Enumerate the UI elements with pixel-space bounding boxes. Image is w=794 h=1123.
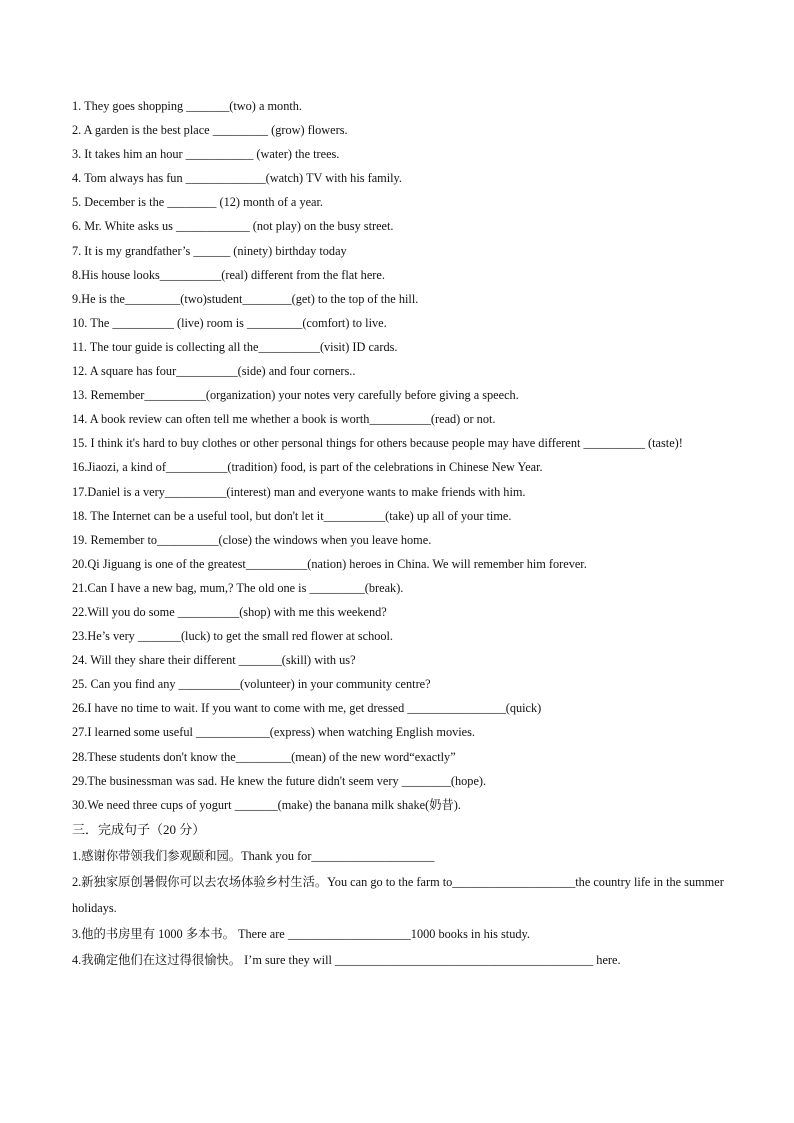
exercise-item-15: 15. I think it's hard to buy clothes or other personal things for others because people may have different __________ (taste)! xyxy=(72,436,683,451)
exercise-item-16: 16.Jiaozi, a kind of__________(tradition) food, is part of the celebrations in Chinese New Year. xyxy=(72,460,543,475)
exercise-item-10: 10. The __________ (live) room is _________(comfort) to live. xyxy=(72,315,387,330)
exercise-item-23: 23.He’s very _______(luck) to get the small red flower at school. xyxy=(72,629,394,644)
worksheet-page xyxy=(72,94,724,973)
exercise-item-21: 21.Can I have a new bag, mum,? The old one is _________(break). xyxy=(72,580,404,595)
exercise-list xyxy=(72,94,724,817)
exercise-item-24: 24. Will they share their different _______(skill) with us? xyxy=(72,653,356,668)
sentence-item-3: 3.他的书房里有 1000 多本书。 There are ____________________1000 books in his study. xyxy=(72,926,530,941)
exercise-item-20: 20.Qi Jiguang is one of the greatest__________(nation) heroes in China. We will remember him forever. xyxy=(72,556,587,571)
exercise-item-17: 17.Daniel is a very__________(interest) man and everyone wants to make friends with him. xyxy=(72,484,526,499)
exercise-item-8: 8.His house looks__________(real) different from the flat here. xyxy=(72,267,385,282)
section-three-list xyxy=(72,843,724,973)
exercise-item-30: 30.We need three cups of yogurt _______(make) the banana milk shake(奶昔). xyxy=(72,797,461,812)
sentence-item-1: 1.感谢你带领我们参观颐和园。Thank you for____________________ xyxy=(72,848,435,863)
exercise-item-14: 14. A book review can often tell me whether a book is worth__________(read) or not. xyxy=(72,412,496,427)
exercise-item-26: 26.I have no time to wait. If you want to come with me, get dressed ________________(quick) xyxy=(72,701,542,716)
exercise-item-12: 12. A square has four__________(side) and four corners.. xyxy=(72,364,356,379)
section-three-heading: 三．完成句子（20 分） xyxy=(72,821,206,837)
exercise-item-9: 9.He is the_________(two)student________(get) to the top of the hill. xyxy=(72,291,419,306)
exercise-item-4: 4. Tom always has fun _____________(watch) TV with his family. xyxy=(72,171,402,186)
sentence-item-4: 4.我确定他们在这过得很愉快。 I’m sure they will __________________________________________ here. xyxy=(72,952,621,967)
sentence-item-2: 2.新独家原创暑假你可以去农场体验乡村生活。You can go to the farm to____________________the country life in the summer holidays. xyxy=(72,874,724,915)
exercise-item-29: 29.The businessman was sad. He knew the future didn't seem very ________(hope). xyxy=(72,773,487,788)
exercise-item-13: 13. Remember__________(organization) your notes very carefully before giving a speech. xyxy=(72,388,519,403)
exercise-item-11: 11. The tour guide is collecting all the__________(visit) ID cards. xyxy=(72,339,398,354)
exercise-item-7: 7. It is my grandfather’s ______ (ninety) birthday today xyxy=(72,243,347,258)
exercise-item-28: 28.These students don't know the_________(mean) of the new word“exactly” xyxy=(72,749,456,764)
exercise-item-5: 5. December is the ________ (12) month of a year. xyxy=(72,195,323,210)
exercise-item-27: 27.I learned some useful ____________(express) when watching English movies. xyxy=(72,725,475,740)
exercise-item-25: 25. Can you find any __________(volunteer) in your community centre? xyxy=(72,677,431,692)
exercise-item-19: 19. Remember to__________(close) the windows when you leave home. xyxy=(72,532,432,547)
exercise-item-18: 18. The Internet can be a useful tool, but don't let it__________(take) up all of your time. xyxy=(72,508,512,523)
exercise-item-1: 1. They goes shopping _______(two) a month. xyxy=(72,99,302,113)
exercise-item-2: 2. A garden is the best place _________ (grow) flowers. xyxy=(72,123,348,138)
exercise-item-6: 6. Mr. White asks us ____________ (not play) on the busy street. xyxy=(72,219,394,234)
exercise-item-22: 22.Will you do some __________(shop) with me this weekend? xyxy=(72,604,387,619)
exercise-item-3: 3. It takes him an hour ___________ (water) the trees. xyxy=(72,147,340,162)
